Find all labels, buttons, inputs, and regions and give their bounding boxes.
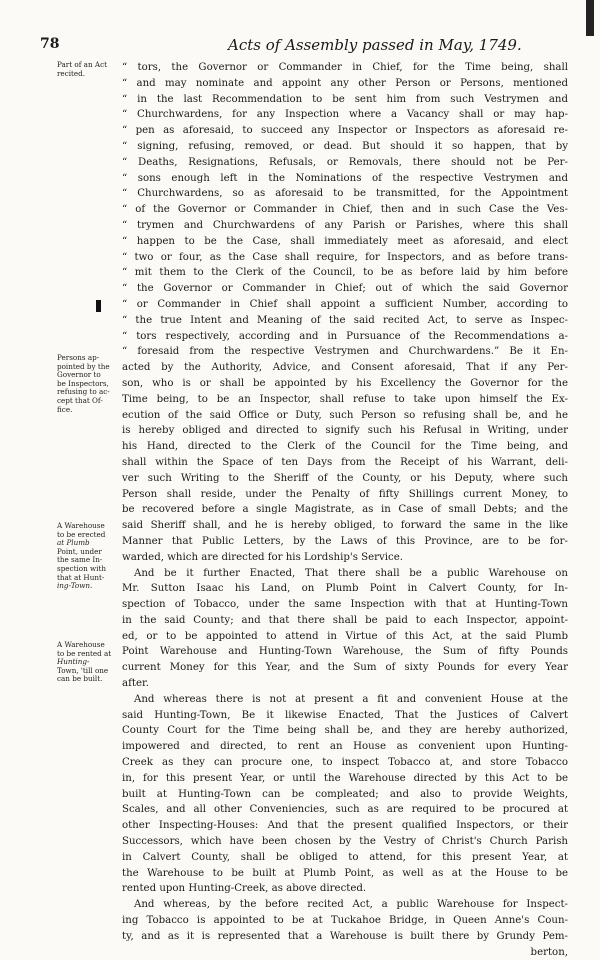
text-line: ty, and as it is represented that a Warehouse is built there by Grundy Pem- <box>122 930 568 942</box>
margin-note-hunting-town-warehouse <box>57 641 119 684</box>
text-line: “ of the Governor or Commander in Chief, then and in such Case the Ves- <box>122 204 568 216</box>
text-line: his Hand, directed to the Clerk of the Council for the Time being, and <box>122 441 568 453</box>
text-line: “ sons enough left in the Nominations of the respective Vestrymen and <box>122 172 568 184</box>
text-line: warded, which are directed for his Lordship's Service. <box>122 551 404 563</box>
text-line: in Calvert County, shall be obliged to attend, for this present Year, at <box>122 851 568 863</box>
margin-note-line: recited. <box>57 69 86 78</box>
text-line: be recovered before a single Magistrate, as in Case of small Debts; and the <box>122 504 568 516</box>
margin-note-line: to be rented at <box>57 649 112 658</box>
margin-note-line: A Warehouse <box>57 522 105 530</box>
text-line: Successors, which have been chosen by the Vestry of Christ's Church Parish <box>122 836 568 848</box>
margin-note-line: fice. <box>57 405 73 414</box>
margin-note-line: Part of an Act <box>57 61 107 69</box>
page-edge-mark <box>586 0 594 36</box>
margin-note-line: at Plumb <box>57 539 90 548</box>
text-line: “ the Governor or Commander in Chief; out of which the said Governor <box>122 283 568 295</box>
text-line: ed, or to be appointed to attend in Virtue of this Act, at the said Plumb <box>122 630 568 642</box>
text-line: “ trymen and Churchwardens of any Parish or Parishes, where this shall <box>122 219 568 231</box>
margin-note-line: the same In- <box>57 556 103 565</box>
text-line: spection of Tobacco, under the same Inspection with that at Hunting-Town <box>122 599 568 611</box>
text-line: “ in the last Recommendation to be sent him from such Vestrymen and <box>122 93 568 105</box>
body-text <box>122 60 568 960</box>
margin-note-line: cept that Of- <box>57 396 103 405</box>
text-line: Person shall reside, under the Penalty of fifty Shillings current Money, to <box>122 488 568 500</box>
margin-bullet-mark <box>96 300 101 312</box>
text-line: Mr. Sutton Isaac his Land, on Plumb Point in Calvert County, for In- <box>122 583 568 595</box>
text-line: shall within the Space of ten Days from the Receipt of his Warrant, deli- <box>122 456 568 468</box>
text-line: Manner that Public Letters, by the Laws of this Province, are to be for- <box>122 535 568 547</box>
running-head: Acts of Assembly passed in May, 1749. <box>228 36 522 54</box>
text-line: “ tors, the Governor or Commander in Chief, for the Time being, shall <box>122 62 568 73</box>
text-line: ver such Writing to the Sheriff of the County, or his Deputy, where such <box>122 472 568 484</box>
margin-note-persons-refusing <box>57 354 119 414</box>
catchword: berton, <box>530 946 568 958</box>
text-line: “ pen as aforesaid, to succeed any Inspector or Inspectors as aforesaid re- <box>122 125 568 137</box>
margin-note-plumb-point-warehouse <box>57 522 119 591</box>
text-line: Point Warehouse and Hunting-Town Warehouse, the Sum of fifty Pounds <box>122 646 568 658</box>
text-line: “ tors respectively, according and in Pursuance of the Recommendations a- <box>122 330 568 342</box>
text-line: “ Churchwardens, for any Inspection where a Vacancy shall or may hap- <box>122 109 568 121</box>
text-line: the Warehouse to be built at Plumb Point, as well as at the House to be <box>122 867 568 879</box>
margin-note-line: that at Hunt- <box>57 573 105 582</box>
text-line: County Court for the Time being shall be, and they are hereby authorized, <box>122 725 568 737</box>
text-line: Scales, and all other Conveniencies, such as are required to be procured at <box>122 804 568 816</box>
text-line: in the said County; and that there shall be paid to each Inspector, appoint- <box>122 614 568 626</box>
text-line: impowered and directed, to rent an House as convenient upon Hunting- <box>122 741 568 753</box>
text-line: And whereas there is not at present a fit and convenient House at the <box>134 693 568 705</box>
text-line: “ happen to be the Case, shall immediately meet as aforesaid, and elect <box>122 235 568 247</box>
text-line: son, who is or shall be appointed by his Excellency the Governor for the <box>122 377 568 389</box>
margin-note-line: Hunting- <box>57 658 90 667</box>
text-line: after. <box>122 678 149 690</box>
margin-note-line: Point, under <box>57 547 102 556</box>
margin-note-line: A Warehouse <box>57 641 105 649</box>
text-line: said Hunting-Town, Be it likewise Enacted, That the Justices of Calvert <box>122 709 568 721</box>
text-line: “ the true Intent and Meaning of the said recited Act, to serve as Inspec- <box>122 314 568 326</box>
text-line: And be it further Enacted, That there shall be a public Warehouse on <box>134 567 568 579</box>
text-line: built at Hunting-Town can be compleated; and also to provide Weights, <box>122 788 568 800</box>
margin-note-line: spection with <box>57 564 106 573</box>
page-number: 78 <box>40 36 60 52</box>
text-line: And whereas, by the before recited Act, a public Warehouse for Inspect- <box>134 899 568 911</box>
text-line: “ foresaid from the respective Vestrymen and Churchwardens.” Be it En- <box>122 346 568 358</box>
text-line: said Sheriff shall, and he is hereby obliged, to forward the same in the like <box>122 520 568 532</box>
text-line: “ and may nominate and appoint any other Person or Persons, mentioned <box>122 77 568 89</box>
text-line: “ two or four, as the Case shall require, for Inspectors, and as before trans- <box>122 251 568 263</box>
text-line: “ mit them to the Clerk of the Council, to be as before laid by him before <box>122 267 568 279</box>
text-line: rented upon Hunting-Creek, as above directed. <box>122 883 367 895</box>
margin-note-part-of-act <box>57 61 119 78</box>
text-line: “ signing, refusing, removed, or dead. But should it so happen, that by <box>122 140 568 152</box>
margin-note-line: Persons ap- <box>57 354 100 362</box>
text-line: Time being, to be an Inspector, shall refuse to take upon himself the Ex- <box>122 393 568 405</box>
margin-note-line: refusing to ac- <box>57 388 110 397</box>
text-line: in, for this present Year, or until the Warehouse directed by this Act to be <box>122 772 568 784</box>
text-line: ecution of the said Office or Duty, such Person so refusing shall be, and he <box>122 409 568 421</box>
text-line: acted by the Authority, Advice, and Consent aforesaid, That if any Per- <box>122 362 568 374</box>
margin-note-line: Town, 'till one <box>57 666 109 675</box>
text-line: current Money for this Year, and the Sum of sixty Pounds for every Year <box>122 662 568 674</box>
text-line: ing Tobacco is appointed to be at Tuckahoe Bridge, in Queen Anne's Coun- <box>122 915 568 927</box>
text-line: is hereby obliged and directed to signify such his Refusal in Writing, under <box>122 425 568 437</box>
margin-note-line: can be built. <box>57 675 103 684</box>
text-line: “ or Commander in Chief shall appoint a sufficient Number, according to <box>122 298 568 310</box>
text-line: other Inspecting-Houses: And that the present qualified Inspectors, or their <box>122 820 568 832</box>
margin-note-line: pointed by the <box>57 362 110 371</box>
margin-note-line: to be erected <box>57 530 106 539</box>
margin-note-line: Governor to <box>57 371 101 380</box>
margin-note-line: be Inspectors, <box>57 379 109 388</box>
text-line: Creek as they can procure one, to inspect Tobacco at, and store Tobacco <box>122 757 568 769</box>
text-line: “ Deaths, Resignations, Refusals, or Removals, there should not be Per- <box>122 156 568 168</box>
margin-note-line: ing-Town. <box>57 582 93 591</box>
text-line: “ Churchwardens, so as aforesaid to be transmitted, for the Appointment <box>122 188 568 200</box>
